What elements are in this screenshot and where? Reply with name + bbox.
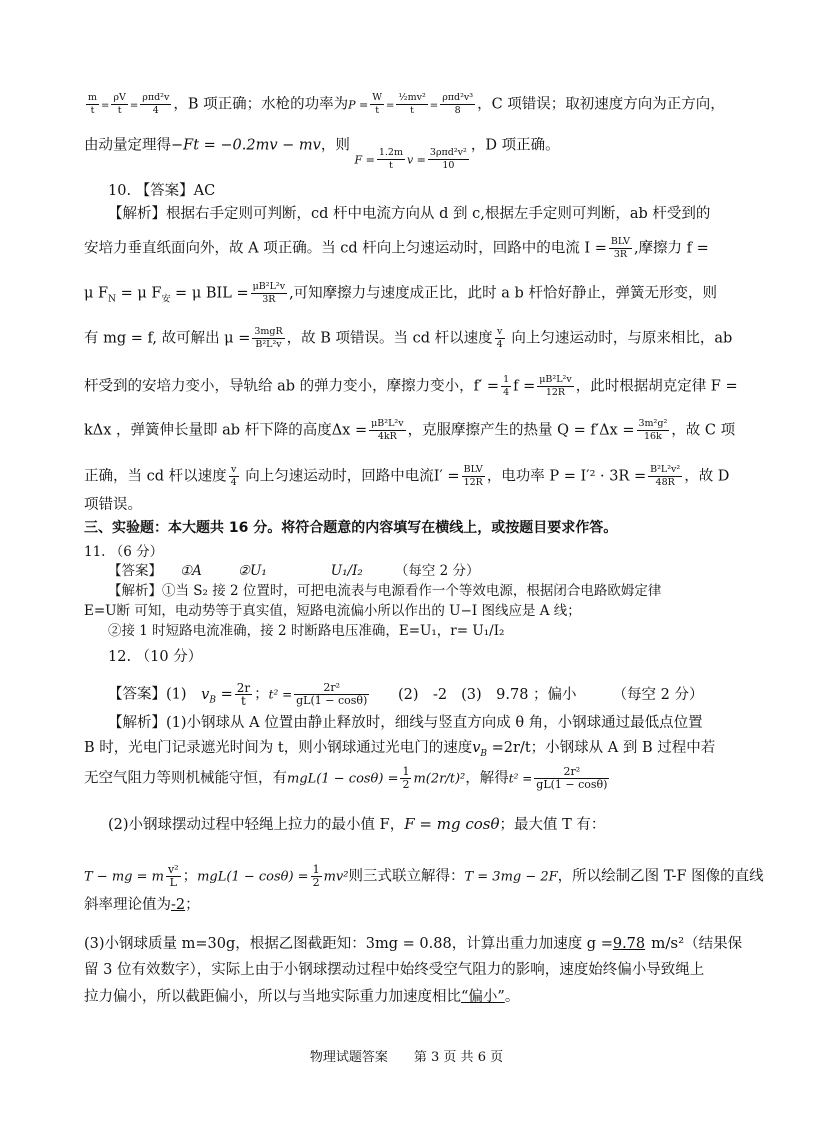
q12-line-9: 拉力偏小，所以截距偏小，所以与当地实际重力加速度相比“偏小”。 (84, 989, 520, 1005)
fraction: $\frac{\text{2r²}}{gL(1 - \cos\theta)}$ (536, 765, 608, 791)
fraction: $\frac{\text{3mgR}}{\text{B²L²v}}$ (254, 326, 283, 350)
fraction: $\frac{\text{½mv²}}{t}$ (398, 92, 426, 116)
q10-line-5: 杆受到的安培力变小，导轨给 ab 的弹力变小，摩擦力变小，f′ = $\frac{1}{4}$ f = $\frac{\text{μB²L²v}}{12R}$ ，此时根据胡克定律 F = (84, 374, 738, 398)
fraction: $\frac{\text{3m²g²}}{16k}$ (638, 418, 668, 442)
q12-answer: 【答案】(1) $v_B$ = $\frac{2r}{t}$ ；t² = $\frac{\text{2r²}}{gL(1 - \cos\theta)}$ (2) -2 (3) 9.78 ；偏小 （每空 2 分） (108, 681, 704, 708)
fraction: $\frac{\text{v²}}{L}$ (167, 863, 179, 889)
q11-line-1: 【解析】①当 S₂ 接 2 位置时，可把电流表与电源看作一个等效电源，根据闭合电路欧姆定律 (108, 583, 662, 599)
formula: −Ft = −0.2mv − mv (171, 137, 321, 154)
fraction: $\frac{m}{t}$ (88, 92, 98, 116)
fraction: $\frac{\text{BLV}}{3R}$ (610, 236, 630, 260)
fraction: $\frac{\text{3ρπd²v²}}{10}$ (429, 147, 467, 171)
fraction: $\frac{1}{2}$ (312, 863, 320, 889)
q12-line-6: 斜率理论值为-2； (84, 897, 200, 913)
fraction: $\frac{2r}{t}$ (236, 681, 251, 708)
answer-value: “偏小” (461, 989, 505, 1005)
answer-value: -2 (171, 897, 186, 913)
q11-line-3: ②接 1 时短路电流准确，接 2 时断路电压准确，E=U₁，r= U₁/I₂ (108, 623, 505, 639)
fraction: $\frac{1.2m}{t}$ (378, 147, 403, 171)
q12-line-5: T − mg = m $\frac{\text{v²}}{L}$ ；mgL(1 − cosθ) = $\frac{1}{2}$ mv²则三式联立解得：T = 3mg − 2F，所以绘制乙图 T-F 图像的直线 (84, 863, 764, 889)
q10-line-2: 安培力垂直纸面向外，故 A 项正确。当 cd 杆向上匀速运动时，回路中的电流 I = $\frac{\text{BLV}}{3R}$ ,摩擦力 f = (84, 236, 709, 260)
fraction: $\frac{\text{BLV}}{12R}$ (463, 464, 483, 488)
q10-answer: 10. 【答案】AC (108, 183, 216, 199)
q10-line-3: μ $F_N = \mu$ $F_安 = \mu$ BIL = $\frac{\text{μB²L²v}}{3R}$ ,可知摩擦力与速度成正比，此时 a b 杆恰好静止，弹簧无形变，则 (84, 281, 717, 305)
q12-line-3: 无空气阻力等则机械能守恒，有mgL(1 − cosθ) = $\frac{1}{2}$ m(2r/t)²，解得t² = $\frac{\text{2r²}}{gL(1 - \cos\theta)}$ (84, 765, 608, 791)
q12-line-1: 【解析】(1)小钢球从 A 位置由静止释放时，细线与竖直方向成 θ 角，小钢球通过最低点位置 (108, 715, 703, 731)
q12-line-2: B 时，光电门记录遮光时间为 t，则小钢球通过光电门的速度$v_B =2r/t$；小钢球从 A 到 B 过程中若 (84, 740, 716, 759)
fraction: $\frac{\text{2r²}}{gL(1 - \cos\theta)}$ (296, 681, 368, 707)
fraction: $\frac{v}{4}$ (230, 464, 237, 488)
fraction: $\frac{\text{μB²L²v}}{12R}$ (539, 374, 572, 398)
fraction: $\frac{\text{B²L²v²}}{48R}$ (650, 464, 681, 488)
fraction: $\frac{\text{ρπd²v³}}{8}$ (442, 92, 474, 116)
fraction: $\frac{1}{4}$ (503, 374, 510, 398)
section-heading: 三、实验题：本大题共 16 分。将符合题意的内容填写在横线上，或按题目要求作答。 (84, 520, 618, 536)
fraction: $\frac{\rho V}{t}$ (113, 92, 126, 116)
q12-line-7: (3)小钢球质量 m=30g，根据乙图截距知：3mg = 0.88，计算出重力加速度 g =9.78 m/s²（结果保 (84, 934, 743, 952)
q12-line-4: (2)小钢球摆动过程中轻绳上拉力的最小值 F，F = mg cosθ；最大值 T 有： (108, 815, 606, 833)
line-1: $\frac{m}{t}$ = $\frac{\rho V}{t}$ = $\frac{\text{ρπd²v}}{4}$ ，B 项正确；水枪的功率为P = $\frac{W}{t}$ = $\frac{\text{½mv²}}{t}$ = $\frac{\text{ρπd²v³}}{8}$ ，C 项错误；取初速度方向为正方向， (88, 92, 725, 116)
q12-title: 12. （10 分） (108, 649, 203, 665)
q11-title: 11. （6 分） (84, 544, 164, 560)
text: ，B 项正确；水枪的功率为 (173, 96, 349, 113)
q10-line-6: kΔx ，弹簧伸长量即 ab 杆下降的高度Δx = $\frac{\text{μB²L²v}}{4kR}$ ，克服摩擦产生的热量 Q = f′Δx = $\frac{\text{3m²g²}}{16k}$ ，故 C 项 (84, 418, 736, 442)
fraction: $\frac{\text{μB²L²v}}{3R}$ (252, 281, 286, 305)
q10-line-8: 项错误。 (84, 497, 142, 513)
fraction: $\frac{1}{2}$ (402, 765, 410, 791)
q11-line-2: E=U断 可知，电动势等于真实值，短路电流偏小所以作出的 U−I 图线应是 A 线； (84, 603, 581, 619)
q10-line-4: 有 mg = f, 故可解出 μ = $\frac{\text{3mgR}}{\text{B²L²v}}$ ，故 B 项错误。当 cd 杆以速度 $\frac{v}{4}$ 向上匀速运动时，与原来相比，ab (84, 326, 733, 350)
fraction: $\frac{v}{4}$ (496, 326, 503, 350)
q10-line-7: 正确，当 cd 杆以速度 $\frac{v}{4}$ 向上匀速运动时，回路中电流I′ = $\frac{\text{BLV}}{12R}$ ，电功率 P = I′² · 3R = $\frac{\text{B²L²v²}}{48R}$ ，故 D (84, 464, 730, 488)
q12-line-8: 留 3 位有效数字），实际上由于小钢球摆动过程中始终受空气阻力的影响，速度始终偏小导致绳上 (84, 962, 705, 978)
page-footer: 物理试题答案 第 3 页 共 6 页 (309, 1050, 504, 1065)
answer-value: 9.78 (612, 936, 646, 952)
q11-answer: 【答案】 ①A ②U₁ U₁/I₂ （每空 2 分） (108, 563, 480, 579)
line-2: 由动量定理得−Ft = −0.2mv − mv，则 F = $\frac{1.2m}{t}$ v = $\frac{\text{3ρπd²v²}}{10}$ ，D 项正确。 (84, 137, 560, 171)
fraction: $\frac{W}{t}$ (372, 92, 382, 116)
fraction: $\frac{\text{μB²L²v}}{4kR}$ (371, 418, 404, 442)
q10-line-1: 【解析】根据右手定则可判断，cd 杆中电流方向从 d 到 c,根据左手定则可判断，ab 杆受到的 (108, 206, 711, 222)
fraction: $\frac{\text{ρπd²v}}{4}$ (142, 92, 170, 116)
